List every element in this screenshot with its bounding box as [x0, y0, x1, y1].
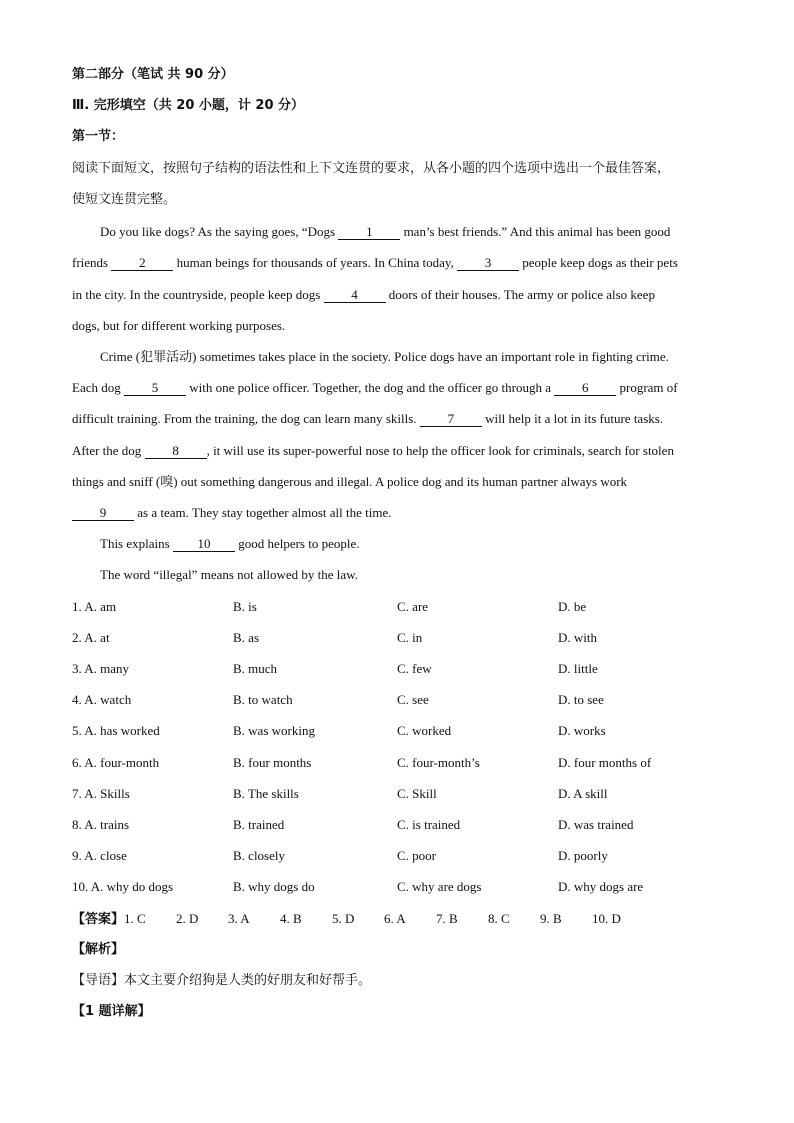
guide-text: 【导语】本文主要介绍狗是人类的好朋友和好帮手。 [72, 973, 372, 988]
option-9-a: 9. A. close [72, 848, 127, 863]
option-7-c: C. Skill [397, 786, 437, 801]
passage-text: This explains [100, 536, 170, 551]
passage-line-1 [100, 223, 670, 241]
option-10-a: 10. A. why do dogs [72, 879, 174, 894]
passage-text: program of [619, 380, 678, 395]
option-2-d: D. with [558, 630, 597, 645]
answer-item: 8. C [488, 911, 510, 926]
blank-5: 5 [124, 381, 186, 396]
passage-text: man’s best friends.” And this animal has been good [403, 224, 671, 239]
option-3-b: B. much [233, 661, 278, 676]
option-2-c: C. in [397, 630, 423, 645]
option-5-c: C. worked [397, 723, 452, 738]
subsection-heading: 第一节： [72, 129, 125, 144]
detail-heading: 【1 题详解】 [72, 1004, 151, 1019]
passage-text: will help it a lot in its future tasks. [485, 411, 664, 426]
passage-text: people keep dogs as their pets [522, 255, 678, 270]
passage-text: good helpers to people. [238, 536, 360, 551]
passage-text: in the city. In the countryside, people keep dogs [72, 287, 321, 302]
option-4-a: 4. A. watch [72, 692, 132, 707]
option-6-a: 6. A. four-month [72, 755, 160, 770]
passage-line-4: dogs, but for different working purposes. [72, 318, 286, 333]
option-5-d: D. works [558, 723, 606, 738]
passage-text: as a team. They stay together almost all the time. [137, 505, 392, 520]
blank-1: 1 [338, 225, 400, 240]
passage-line-5: Crime (犯罪活动) sometimes takes place in the society. Police dogs have an important role in fighting crime. [100, 349, 669, 364]
instruction-line-2: 使短文连贯完整。 [72, 192, 177, 207]
option-9-c: C. poor [397, 848, 436, 863]
section-heading: Ⅲ. 完形填空（共 20 小题，计 20 分） [72, 98, 305, 113]
part-heading: 第二部分（笔试 共 90 分） [72, 67, 234, 82]
instruction-line-1: 阅读下面短文，按照句子结构的语法性和上下文连贯的要求，从各小题的四个选项中选出一个最佳答案， [72, 161, 671, 176]
passage-text: difficult training. From the training, the dog can learn many skills. [72, 411, 417, 426]
option-1-d: D. be [558, 599, 587, 614]
blank-2: 2 [111, 256, 173, 271]
option-7-d: D. A skill [558, 786, 608, 801]
answer-item: 9. B [540, 911, 562, 926]
option-3-a: 3. A. many [72, 661, 130, 676]
answer-item: 6. A [384, 911, 406, 926]
blank-4: 4 [324, 288, 386, 303]
option-7-b: B. The skills [233, 786, 299, 801]
option-3-d: D. little [558, 661, 598, 676]
passage-line-2 [72, 254, 678, 272]
passage-line-10 [72, 504, 392, 522]
passage-text: After the dog [72, 443, 142, 458]
passage-text: with one police officer. Together, the dog and the officer go through a [189, 380, 551, 395]
answer-item: 3. A [228, 911, 250, 926]
option-1-a: 1. A. am [72, 599, 117, 614]
passage-line-12: The word “illegal” means not allowed by the law. [100, 567, 358, 582]
option-8-b: B. trained [233, 817, 285, 832]
passage-line-11 [100, 535, 360, 553]
option-2-a: 2. A. at [72, 630, 110, 645]
passage-text: Each dog [72, 380, 121, 395]
option-9-d: D. poorly [558, 848, 608, 863]
passage-text: friends [72, 255, 109, 270]
option-4-d: D. to see [558, 692, 604, 707]
option-8-a: 8. A. trains [72, 817, 130, 832]
answer-item: 7. B [436, 911, 458, 926]
option-6-d: D. four months of [558, 755, 652, 770]
blank-6: 6 [554, 381, 616, 396]
blank-7: 7 [420, 412, 482, 427]
option-6-c: C. four-month’s [397, 755, 480, 770]
answer-items [124, 911, 621, 926]
option-5-b: B. was working [233, 723, 315, 738]
option-8-c: C. is trained [397, 817, 461, 832]
answer-item: 5. D [332, 911, 355, 926]
passage-line-9: things and sniff (嗅) out something dangerous and illegal. A police dog and its human partner always work [72, 474, 628, 489]
option-10-d: D. why dogs are [558, 879, 644, 894]
passage-text: , it will use its super-powerful nose to help the officer look for criminals, search for stolen [206, 443, 674, 458]
option-4-c: C. see [397, 692, 429, 707]
blank-9: 9 [72, 506, 134, 521]
passage-text: Do you like dogs? As the saying goes, “Dogs [100, 224, 336, 239]
passage-text: doors of their houses. The army or police also keep [388, 287, 655, 302]
option-2-b: B. as [233, 630, 259, 645]
answer-item: 1. C [124, 911, 146, 926]
option-3-c: C. few [397, 661, 432, 676]
passage-line-8 [72, 442, 674, 460]
blank-10: 10 [173, 537, 235, 552]
option-5-a: 5. A. has worked [72, 723, 160, 738]
option-1-b: B. is [233, 599, 257, 614]
passage-text: human beings for thousands of years. In China today, [176, 255, 454, 270]
option-10-b: B. why dogs do [233, 879, 315, 894]
answer-item: 2. D [176, 911, 199, 926]
answer-line [72, 910, 621, 929]
passage-line-6 [72, 379, 678, 397]
option-8-d: D. was trained [558, 817, 634, 832]
blank-3: 3 [457, 256, 519, 271]
option-7-a: 7. A. Skills [72, 786, 130, 801]
blank-8: 8 [145, 444, 207, 459]
analysis-label: 【解析】 [72, 942, 125, 957]
option-9-b: B. closely [233, 848, 285, 863]
answer-label: 【答案】 [72, 912, 125, 927]
passage-line-7 [72, 410, 663, 428]
option-4-b: B. to watch [233, 692, 293, 707]
option-10-c: C. why are dogs [397, 879, 482, 894]
option-1-c: C. are [397, 599, 429, 614]
answer-item: 4. B [280, 911, 302, 926]
passage-line-3 [72, 286, 655, 304]
answer-item: 10. D [592, 911, 621, 926]
option-6-b: B. four months [233, 755, 312, 770]
